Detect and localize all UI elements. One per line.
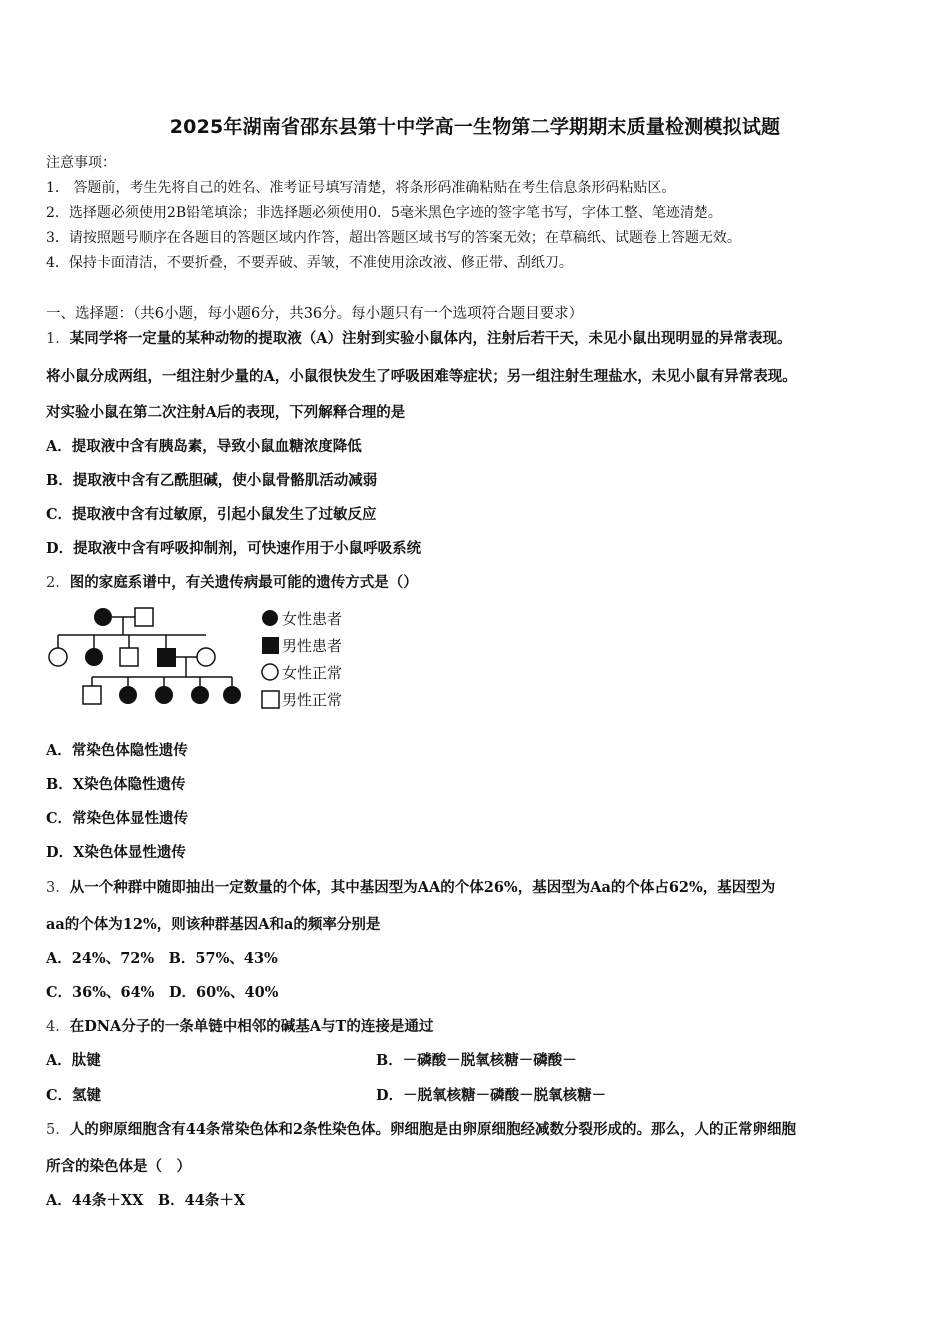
- legend-label: 女性患者: [282, 610, 343, 628]
- legend-normal-female-icon: [262, 664, 278, 680]
- option-b[interactable]: B．提取液中含有乙酰胆碱，使小鼠骨骼肌活动减弱: [46, 472, 378, 489]
- option-row[interactable]: C．36%、64% D．60%、40%: [46, 984, 279, 1001]
- normal-male-symbol: [120, 648, 138, 666]
- question-number: 1．: [46, 331, 70, 347]
- affected-female-symbol: [223, 686, 241, 704]
- option-d[interactable]: D．－脱氧核糖－磷酸－脱氧核糖－: [376, 1087, 607, 1104]
- question-text: 某同学将一定量的某种动物的提取液（A）注射到实验小鼠体内，注射后若干天，未见小鼠出现明显的异常表现。: [69, 330, 792, 347]
- affected-female-symbol: [191, 686, 209, 704]
- affected-female-symbol: [155, 686, 173, 704]
- question-2: [46, 571, 418, 592]
- legend-label: 女性正常: [282, 664, 343, 682]
- legend-label: 男性患者: [282, 637, 343, 655]
- question-text: 在DNA分子的一条单链中相邻的碱基A与T的连接是通过: [69, 1018, 434, 1035]
- question-3-line2: aa的个体为12%，则该种群基因A和a的频率分别是: [46, 916, 381, 933]
- question-1-line1: [46, 327, 791, 348]
- question-3-line1: [46, 876, 775, 897]
- affected-female-symbol: [119, 686, 137, 704]
- question-number: 2．: [46, 575, 70, 591]
- normal-male-symbol: [135, 608, 153, 626]
- question-text: 从一个种群中随即抽出一定数量的个体，其中基因型为AA的个体26%，基因型为Aa的个体占62%，基因型为: [69, 879, 776, 896]
- question-4: [46, 1015, 433, 1036]
- question-number: 5．: [46, 1122, 70, 1138]
- legend-affected-female-icon: [262, 610, 278, 626]
- option-b[interactable]: B．X染色体隐性遗传: [46, 776, 186, 793]
- notice-item: 4．保持卡面清洁，不要折叠，不要弄破、弄皱，不准使用涂改液、修正带、刮纸刀。: [46, 255, 573, 271]
- option-a[interactable]: A．提取液中含有胰岛素，导致小鼠血糖浓度降低: [46, 438, 362, 455]
- option-a[interactable]: A．常染色体隐性遗传: [46, 742, 188, 759]
- option-d[interactable]: D．X染色体显性遗传: [46, 844, 186, 861]
- question-text: 人的卵原细胞含有44条常染色体和2条性染色体。卵细胞是由卵原细胞经减数分裂形成的。那么，人的正常卵细胞: [69, 1121, 796, 1138]
- page-title: 2025年湖南省邵东县第十中学高一生物第二学期期末质量检测模拟试题: [169, 116, 781, 138]
- question-text: 图的家庭系谱中，有关遗传病最可能的遗传方式是（）: [69, 574, 418, 591]
- legend-affected-male-icon: [262, 637, 279, 654]
- normal-female-symbol: [49, 648, 67, 666]
- option-c[interactable]: C．提取液中含有过敏原，引起小鼠发生了过敏反应: [46, 506, 377, 523]
- option-row[interactable]: A．24%、72% B．57%、43%: [46, 950, 278, 967]
- question-5-line2: 所含的染色体是（ ）: [46, 1158, 191, 1175]
- legend-normal-male-icon: [262, 691, 279, 708]
- notice-heading: 注意事项：: [46, 155, 116, 171]
- option-c[interactable]: C．氢键: [46, 1087, 102, 1104]
- normal-male-symbol: [83, 686, 101, 704]
- question-number: 3．: [46, 880, 70, 896]
- legend-label: 男性正常: [282, 691, 343, 709]
- question-number: 4．: [46, 1019, 70, 1035]
- affected-female-symbol: [85, 648, 103, 666]
- normal-female-symbol: [197, 648, 215, 666]
- option-d[interactable]: D．提取液中含有呼吸抑制剂，可快速作用于小鼠呼吸系统: [46, 540, 422, 557]
- affected-male-symbol: [157, 648, 176, 667]
- section-heading: 一、选择题：（共6小题，每小题6分，共36分。每小题只有一个选项符合题目要求）: [46, 306, 584, 322]
- question-1-line3: 对实验小鼠在第二次注射A后的表现，下列解释合理的是: [46, 404, 406, 421]
- question-1-line2: 将小鼠分成两组，一组注射少量的A，小鼠很快发生了呼吸困难等症状；另一组注射生理盐水，未见小鼠有异常表现。: [46, 368, 797, 385]
- notice-item: 3．请按照题号顺序在各题目的答题区域内作答，超出答题区域书写的答案无效；在草稿纸、试题卷上答题无效。: [46, 230, 741, 246]
- affected-female-symbol: [94, 608, 112, 626]
- pedigree-diagram: [40, 600, 370, 718]
- notice-item: 1． 答题前，考生先将自己的姓名、准考证号填写清楚，将条形码准确粘贴在考生信息条形码粘贴区。: [46, 180, 676, 196]
- option-a[interactable]: A．肽键: [46, 1052, 101, 1069]
- option-b[interactable]: B．－磷酸－脱氧核糖－磷酸－: [376, 1052, 577, 1069]
- option-c[interactable]: C．常染色体显性遗传: [46, 810, 189, 827]
- notice-item: 2．选择题必须使用2B铅笔填涂；非选择题必须使用0．5毫米黑色字迹的签字笔书写，字体工整、笔迹清楚。: [46, 205, 722, 221]
- option-row[interactable]: A．44条＋XX B．44条＋X: [46, 1192, 246, 1209]
- question-5-line1: [46, 1118, 796, 1139]
